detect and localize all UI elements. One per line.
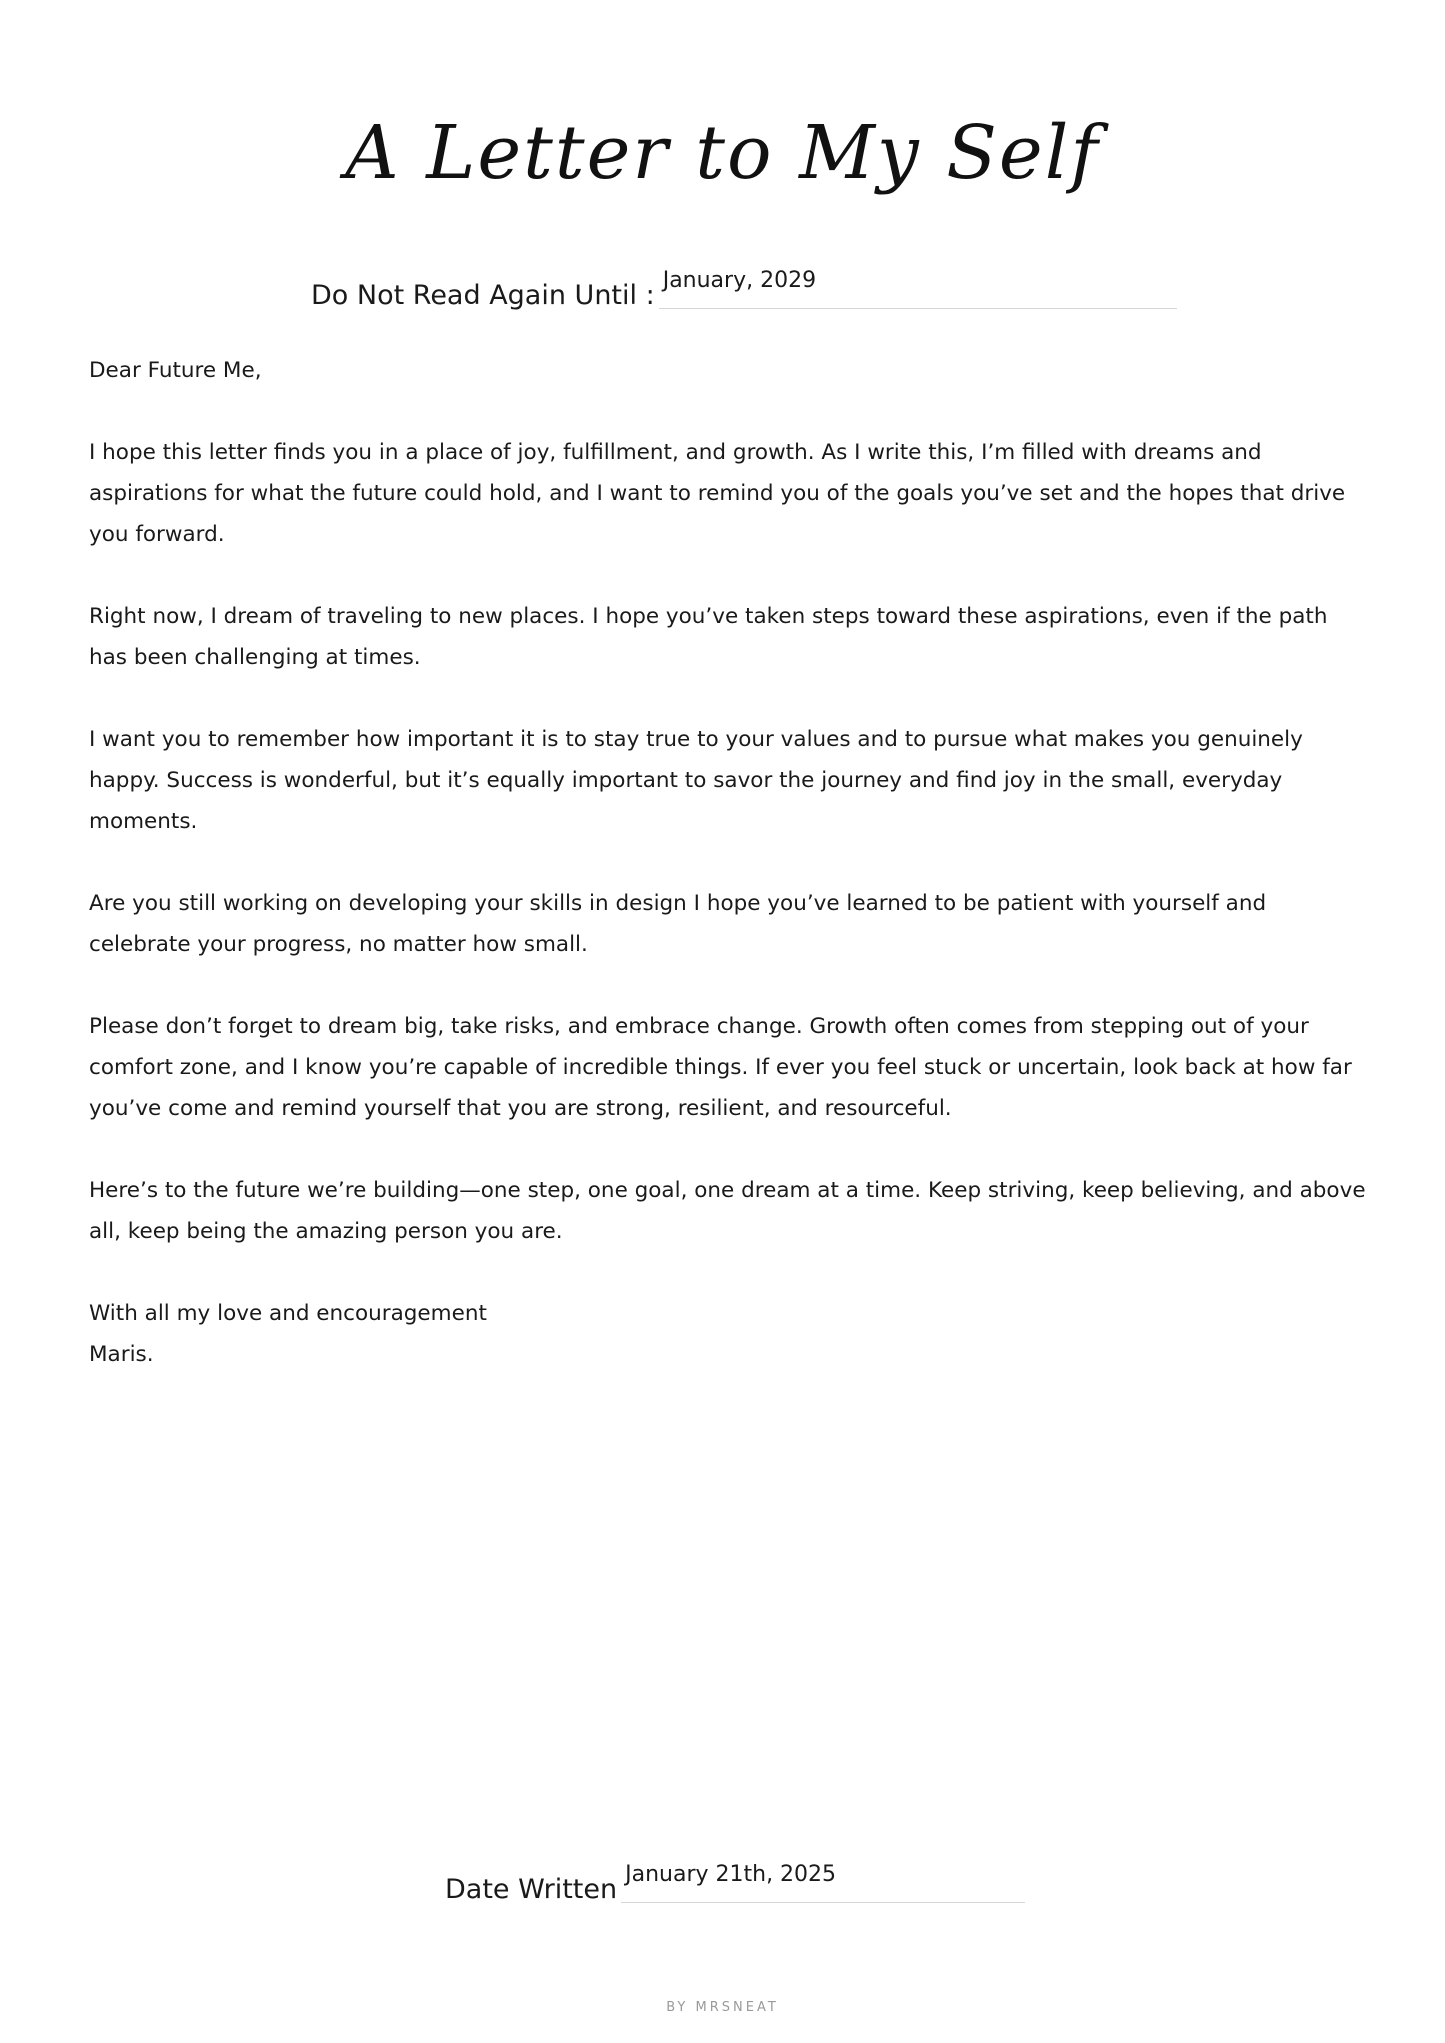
letter-closing: With all my love and encouragement bbox=[89, 1301, 487, 1326]
letter-paragraph: Are you still working on developing your skills in design I hope you’ve learned to be patient with yourself and celebrate your progress, no matter how small. bbox=[89, 891, 1267, 957]
footer-credit: BY MRSNEAT bbox=[666, 2000, 779, 2015]
letter-paragraph: I hope this letter finds you in a place of joy, fulfillment, and growth. As I write this, I’m filled with dreams and aspirations for what the future could hold, and I want to remind you of the goals you’ve set and the hopes that drive you forward. bbox=[89, 440, 1346, 547]
read-until-value: January, 2029 bbox=[662, 268, 817, 293]
page-title: A Letter to My Self bbox=[345, 110, 1100, 196]
letter-paragraph: Please don’t forget to dream big, take risks, and embrace change. Growth often comes from stepping out of your comfort zone, and I know you’re capable of incredible things. If ever you feel stuck or uncertain, look back at how far you’ve come and remind yourself that you are strong, resilient, and resourceful. bbox=[89, 1014, 1352, 1121]
read-until-label: Do Not Read Again Until : bbox=[311, 280, 655, 311]
read-until-line[interactable] bbox=[659, 268, 1177, 309]
letter-signature: Maris. bbox=[89, 1342, 154, 1367]
date-written-line[interactable] bbox=[621, 1862, 1025, 1903]
letter-paragraph: Here’s to the future we’re building—one step, one goal, one dream at a time. Keep striving, keep believing, and above all, keep being the amazing person you are. bbox=[89, 1178, 1366, 1244]
letter-salutation: Dear Future Me, bbox=[89, 358, 262, 383]
letter-paragraph: Right now, I dream of traveling to new places. I hope you’ve taken steps toward these aspirations, even if the path has been challenging at times. bbox=[89, 604, 1328, 670]
date-written-field bbox=[445, 1862, 1025, 1903]
letter-paragraph: I want you to remember how important it is to stay true to your values and to pursue what makes you genuinely happy. Success is wonderful, but it’s equally important to savor the journey and find joy in the small, everyday moments. bbox=[89, 727, 1303, 834]
read-until-field bbox=[311, 268, 1177, 309]
letter-body bbox=[89, 350, 1369, 1375]
date-written-value: January 21th, 2025 bbox=[625, 1862, 837, 1887]
date-written-label: Date Written bbox=[445, 1874, 618, 1905]
